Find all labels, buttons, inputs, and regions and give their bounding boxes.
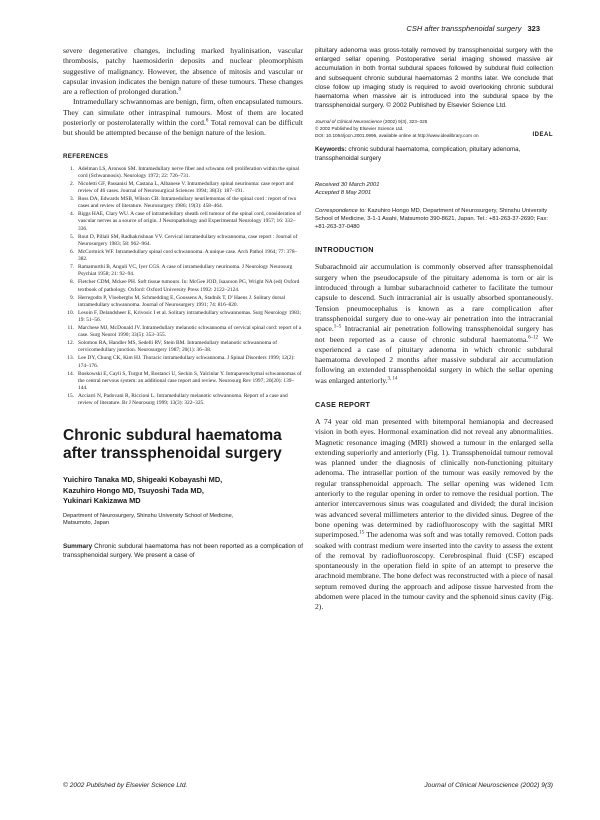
received-date: Received 30 March 2001 [315,182,380,189]
reference-text: Nicoletti GF, Passanisi M, Castana L, Albanese V. Intramedullary spinal neurinoma: case report and review of 46 cases. Journal of Neurosurgical Sciences 1994; 38(3): 187–191. [78,180,294,195]
reference-item [63,340,303,354]
reference-text: Herregodts P, Vloeberghs M, Schmedding E, Goossens A, Stadnik T, D' Haens J. Solitary dorsal intramedullary schwannoma. Journal of Neurosurgery 1991; 74: 816–820. [78,294,286,308]
reference-text: Marchese MJ, McDonald JV. Intramedullary melanotic schwannoma of cervical spinal cord: report of a case. Surg Neurol 1990; 33(5): 353–355. [78,324,302,339]
copyright-notice: © 2002 Published by Elsevier Science Ltd. [315,126,404,132]
citation-info: (2002) 9(3), 323–325 [381,119,428,125]
previous-article-paragraph: Intramedullary schwannomas are benign, firm, often encapsulated tumours. They can simulate other intraspinal tumours. Most of them are located posteriorly or posterolaterally within the cord.$^6$ Total removal can be difficult but should be attempted because of the benign nature of the lesion. [63,97,304,138]
reference-item [63,371,303,393]
reference-number: 15. [67,392,74,399]
reference-number: 11. [67,324,74,331]
citation: 3, 14 [387,376,398,382]
journal-name: Journal of Clinical Neuroscience [315,119,382,125]
correspondence-text: Kazuhiro Hongo MD, Department of Neurosurgery, Shinshu University School of Medicine, 3-1-1 Asahi, Matsumoto 390-8621, Japan. Tel.: +81-263-37-2690; Fax: +81-263-37-0480 [315,208,549,231]
footer-journal: Journal of Clinical Neuroscience (2002) 9(3) [424,782,553,789]
reference-item [63,325,303,339]
reference-text: Fletcher CDM, Mckee PH. Soft tissue tumours. In: McGee JOD, Isaacson PG, Wright NA (ed) Oxford textbook of pathology. Oxford: Oxford University Press 1992: 2122–2124. [78,279,300,293]
reference-item [63,234,303,248]
author-line: Yuichiro Tanaka MD, Shigeaki Kobayashi MD, [63,475,223,485]
reference-text: Ross DA, Edwards MSB, Wilson CB. Intramedullary neurilemomas of the spinal cord : report of two cases and review of literature. Neurosurgery 1986; 19(3): 458–464. [78,196,297,210]
reference-item [63,355,303,369]
reference-number: 13. [67,355,74,362]
reference-text: Lesoin F, Delandsheer E, Krivosic I et al. Solitary intramedullary schwannomas. Surg Neurology 1983; 19: 51–56. [78,309,301,323]
reference-item [63,181,303,195]
introduction-paragraph: Subarachnoid air accumulation is commonly observed after transsphenoidal surgery when the pseudocapsule of the pituitary adenoma is torn or air is introduced through a lumbar subarachnoid catheter to facilitate the tumour capsule to descend. Such intracranial air is usually absorbed spontaneously. Tension pneumocephalus is known as a rare complication after transsphenoidal surgery due to one-way air penetration into the intracranial space.$^{1-5}$ Intracranial air penetration following transsphenoidal surgery has not been reported as a cause of chronic subdural haematoma.$^{6-12}$ We experienced a case of pituitary adenoma in which chronic subdural haematoma developed 2 months after massive subdural air accumulation following an extended transsphenoidal surgery in which the sellar opening was enlarged anteriorly.$^{3, 14}$ [315,262,553,385]
case-report-heading: CASE REPORT [315,399,371,409]
previous-article-paragraph: severe degenerative changes, including marked hyalinisation, vascular thrombosis, patchy haemosiderin deposits and nuclear pleomorphism suggestive of malignancy. However, the absence of mitosis and vascular or capsular invasion indicates the benign nature of these tumours. These changes are a reflection of prolonged duration.$^8$ [63,46,303,97]
case-report-paragraph: A 74 year old man presented with bitemporal hemianopia and decreased vision in both eyes. Hormonal examination did not reveal any abnormalities. Magnetic resonance imaging (MRI) showed a tumour in the enlarged sella extending superiorly and anteriorly (Fig. 1). Transsphenoidal tumour removal was planned under the diagnosis of clinically non-functioning pituitary adenoma. The intrasellar portion of the tumour was easily removed by the regular transsphenoidal approach. The sellar opening was widened 1cm anteriorly to the regular opening in order to remove the residual portion. The anterior intercavernous sinus was coagulated and divided; the dural incision was advanced several millimeters anterior to the divided sinus. Degree of the bone opening was determined by radiofluoroscopy with the sagittal MRI superimposed.$^{15}$ The adenoma was soft and was totally removed. Cotton pads soaked with contrast medium were inserted into the cavity to assess the extent of the removal by radiofluoroscopy. Cerebrospinal fluid (CSF) escaped spontaneously in the operation field in spite of an attempt to preserve the arachnoid membrane. The bone defect was reconstructed with a piece of nasal septum removed during the approach and adipose tissue harvested from the abdomen were placed in the tumour cavity and the sphenoid sinus cavity (Fig. 2). [315,416,553,612]
citation: 1–5 [333,324,342,330]
reference-text: Ramamurthi B, Anguli VC, Iyer CGS. A case of intramedullary neurinoma. J Neurology Neurosurg Psychiat 1958; 21: 92–94. [78,264,293,278]
accepted-date: Accepted 8 May 2001 [315,190,372,197]
reference-number: 10. [67,309,74,316]
summary-label: Summary [63,542,93,550]
reference-item [63,166,303,180]
reference-number: 6. [69,248,74,255]
reference-text: Riggs HAE, Clary WU. A case of intramedullary sheath cell tumour of the spinal cord, consideration of vascular nerves as a source of origin. J Neuropathology and Experimental Neurology 1957; 16: 332–336. [78,211,302,232]
reference-number: 2. [69,180,74,187]
citation: 15 [359,530,365,536]
running-head [406,24,540,33]
reference-item [63,279,303,293]
reference-item [63,393,303,407]
reference-item [63,264,303,278]
reference-number: 1. [69,165,74,172]
summary [63,542,303,560]
reference-number: 14. [67,370,74,377]
reference-number: 8. [69,279,74,286]
reference-item [63,295,303,309]
citation: 6–12 [528,334,539,340]
reference-item [63,211,303,233]
footer-copyright: © 2002 Published by Elsevier Science Ltd. [63,782,188,789]
reference-number: 12. [67,340,74,347]
article-dates [315,181,553,197]
keywords-text: chronic subdural haematoma, complication, pituitary adenoma, transsphenoidal surgery [315,146,521,163]
citation: 6 [205,118,209,124]
reference-item [63,249,303,263]
reference-text: Solomon RA, Handler MS, Sedelli RV, Stein BM. Intramedullary melanotic schwannoma of cervicomedullary junction. Neurosurgery 1987; 20(1): 36–38. [78,340,278,354]
reference-number: 5. [69,233,74,240]
introduction-heading: INTRODUCTION [315,245,374,255]
correspondence-label: Correspondence to: [315,208,366,215]
reference-item [63,196,303,210]
reference-number: 7. [69,264,74,271]
keywords-label: Keywords: [315,146,347,154]
reference-item [63,310,303,324]
affiliation: Department of Neurosurgery, Shinshu University School of Medicine, Matsumoto, Japan [63,512,234,527]
correspondence [315,207,553,231]
right-column [315,46,553,613]
reference-text: Boskowski E, Cayli S, Turgut M, Bostanci U, Seckin S, Yalcinlar Y. Intraparenchymal schwannomas of the central nervous system: an additional case report and review. Neurosurg Rev 1997; 20(20): 139–144. [78,370,302,391]
ideal-logo: IDEAL [532,132,553,139]
article-title: Chronic subdural haematoma after transsphenoidal surgery [63,427,282,463]
author-list [63,475,303,507]
reference-text: McCormick WF. Intramedullary spinal cord schwannoma. A unique case. Arch Pathol 1964; 77: 378–382. [78,248,298,263]
page-number: 323 [527,24,540,33]
reference-text: Lee DY, Chung CK, Kim HJ. Thoracic intramedullary schwannoma. J Spinal Disorders 1999; 12(2): 174–176. [78,355,295,369]
reference-number: 9. [69,294,74,301]
page-footer [63,782,553,789]
reference-text: Acciarri N, Padovani R, Riccioni L. Intramedullary melanotic schwannoma. Report of a case and review of literature. Br J Neurosurg 1999; 13(3): 322–325. [78,392,288,407]
references-heading: REFERENCES [63,152,109,160]
reference-text: Adelman LS, Aronson SM. Intramedullary nerve fiber and schwann cell proliferation within the spinal cord (Schwannosis). Neurology 1972; 22: 726–731. [78,165,300,179]
reference-text: Rout D, Pillali SM, Radhakrishnan VV. Cervical intramedullary schwannoma, case report : Journal of Neurosurgery 1983; 58: 962–964. [78,233,298,247]
citation: 8 [178,87,182,93]
doi-link[interactable]: DOI: 10.1054/jocn.2001.0996, available online at http://www.idealibrary.com on [315,133,479,139]
left-column [63,46,303,560]
author-line: Kazuhiro Hongo MD, Tsuyoshi Tada MD, [63,485,204,495]
references-list [63,166,303,408]
author-line: Yukinari Kakizawa MD [63,496,141,506]
reference-number: 4. [69,211,74,218]
keywords [315,145,553,163]
running-head-title: CSH after transsphenoidal surgery [406,24,522,33]
reference-number: 3. [69,196,74,203]
summary-text: Chronic subdural haematoma has not been reported as a complication of transsphenoidal surgery. We present a case of [63,542,303,560]
abstract-continued: pituitary adenoma was gross-totally removed by transsphenoidal surgery with the enlarged sellar opening. Postoperative serial imaging showed massive air accumulation in both frontal subdural spaces followed by subdural fluid collection and subsequent chronic subdural haematomas 2 months later. We conclude that close follow up imaging study is required to avoid overlooking chronic subdural haematoma when massive air is introduced into the subdural space by the transsphenoidal surgery. © 2002 Published by Elsevier Science Ltd. [315,47,553,110]
publication-info [315,118,553,139]
